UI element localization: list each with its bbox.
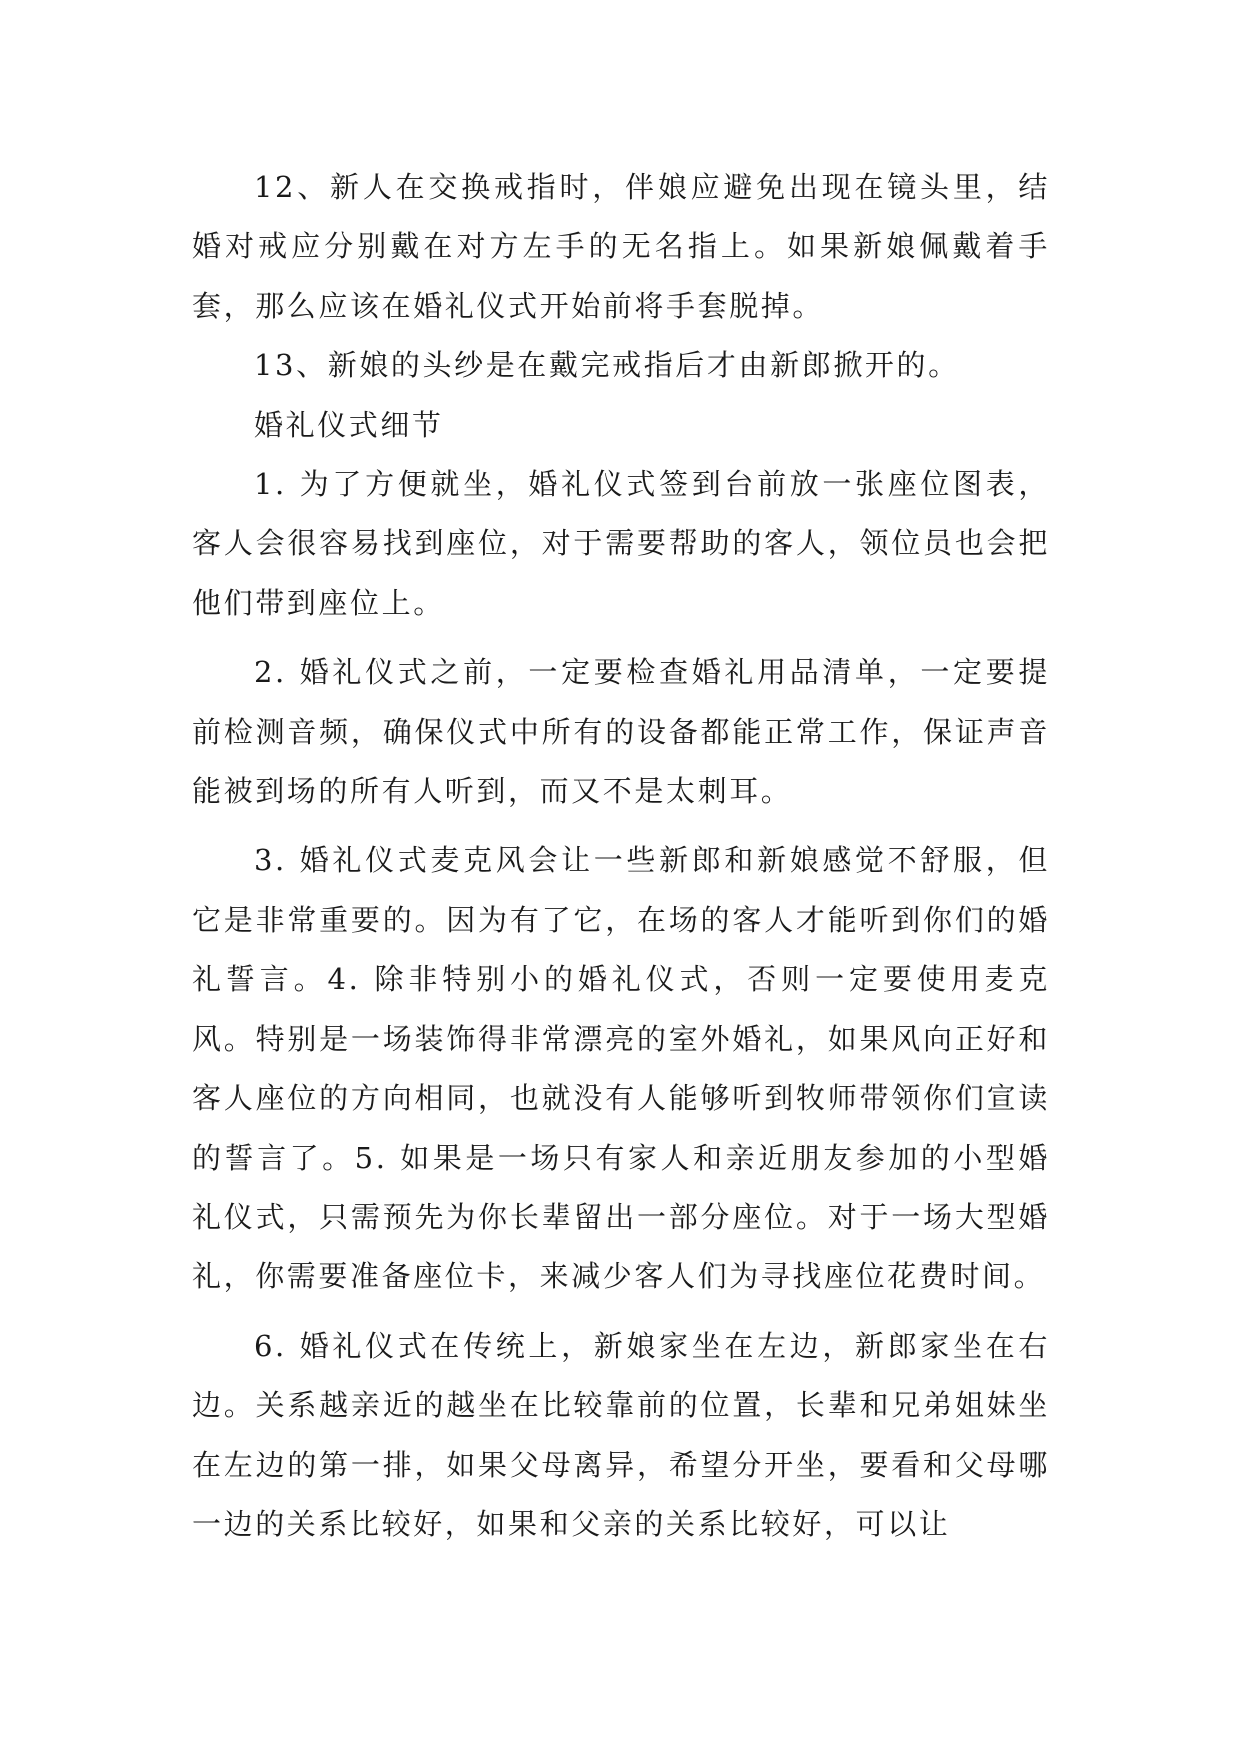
paragraph-item-13: 13、新娘的头纱是在戴完戒指后才由新郎掀开的。: [254, 348, 960, 383]
paragraph-detail-2: 2. 婚礼仪式之前，一定要检查婚礼用品清单，一定要提前检测音频，确保仪式中所有的设备都能正常工作，保证声音能被到场的所有人听到，而又不是太刺耳。: [192, 655, 1050, 809]
paragraph-detail-6: 6. 婚礼仪式在传统上，新娘家坐在左边，新郎家坐在右边。关系越亲近的越坐在比较靠前的位置，长辈和兄弟姐妹坐在左边的第一排，如果父母离异，希望分开坐，要看和父母哪一边的关系比较好，如果和父亲的关系比较好，可以让: [192, 1328, 1050, 1541]
document-body: [192, 158, 1050, 1554]
paragraph-detail-1: 1. 为了方便就坐，婚礼仪式签到台前放一张座位图表，客人会很容易找到座位，对于需要帮助的客人，领位员也会把他们带到座位上。: [192, 467, 1050, 620]
paragraph-item-12: 12、新人在交换戒指时，伴娘应避免出现在镜头里，结婚对戒应分别戴在对方左手的无名指上。如果新娘佩戴着手套，那么应该在婚礼仪式开始前将手套脱掉。: [192, 170, 1050, 323]
paragraph-detail-3-5: 3. 婚礼仪式麦克风会让一些新郎和新娘感觉不舒服，但它是非常重要的。因为有了它，在场的客人才能听到你们的婚礼誓言。4. 除非特别小的婚礼仪式，否则一定要使用麦克风。特别是一场装饰得非常漂亮的室外婚礼，如果风向正好和客人座位的方向相同，也就没有人能够听到牧师带领你们宣读的誓言了。5. 如果是一场只有家人和亲近朋友参加的小型婚礼仪式，只需预先为你长辈留出一部分座位。对于一场大型婚礼，你需要准备座位卡，来减少客人们为寻找座位花费时间。: [192, 843, 1050, 1294]
section-heading: 婚礼仪式细节: [254, 407, 444, 442]
